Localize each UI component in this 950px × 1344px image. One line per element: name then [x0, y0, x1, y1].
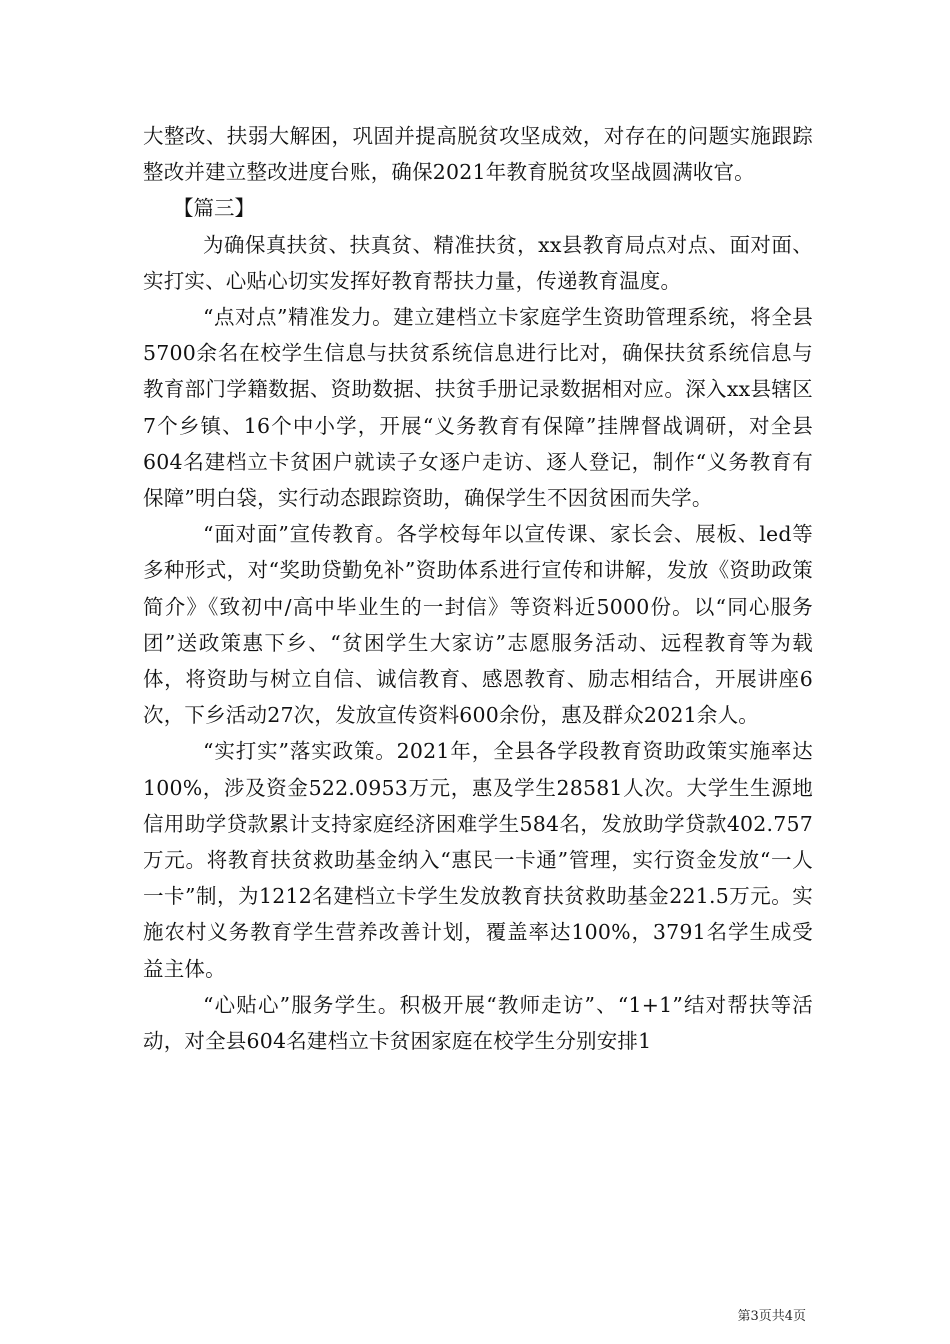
paragraph-intro: 为确保真扶贫、扶真贫、精准扶贫，xx县教育局点对点、面对面、实打实、心贴心切实发挥好教育帮扶力量，传递教育温度。 — [143, 232, 813, 293]
paragraph-heart-to-heart: “心贴心”服务学生。积极开展“教师走访”、“1+1”结对帮扶等活动，对全县604名建档立卡贫困家庭在校学生分别安排1 — [143, 992, 813, 1054]
paragraph-point-to-point: “点对点”精准发力。建立建档立卡家庭学生资助管理系统，将全县5700余名在校学生信息与扶贫系统信息进行比对，确保扶贫系统信息与教育部门学籍数据、资助数据、扶贫手册记录数据相对应。深入xx县辖区7个乡镇、16个中小学，开展“义务教育有保障”挂牌督战调研，对全县604名建档立卡贫困户就读子女逐户走访、逐人登记，制作“义务教育有保障”明白袋，实行动态跟踪资助，确保学生不因贫困而失学。 — [143, 305, 813, 511]
paragraph-continuation: 大整改、扶弱大解困，巩固并提高脱贫攻坚成效，对存在的问题实施跟踪整改并建立整改进度台账，确保2021年教育脱贫攻坚战圆满收官。 — [143, 124, 813, 185]
page-number: 第3页共4页 — [737, 1309, 806, 1324]
section-heading: 【篇三】 — [173, 196, 255, 221]
document-body — [143, 118, 813, 1059]
paragraph-face-to-face: “面对面”宣传教育。各学校每年以宣传课、家长会、展板、led等多种形式，对“奖助贷勤免补”资助体系进行宣传和讲解，发放《资助政策简介》《致初中/高中毕业生的一封信》等资料近5000份。以“同心服务团”送政策惠下乡、“贫困学生大家访”志愿服务活动、远程教育等为载体，将资助与树立自信、诚信教育、感恩教育、励志相结合，开展讲座6次，下乡活动27次，发放宣传资料600余份，惠及群众2021余人。 — [143, 522, 813, 728]
paragraph-solid-implementation: “实打实”落实政策。2021年，全县各学段教育资助政策实施率达100%，涉及资金522.0953万元，惠及学生28581人次。大学生生源地信用助学贷款累计支持家庭经济困难学生584名，发放助学贷款402.757万元。将教育扶贫救助基金纳入“惠民一卡通”管理，实行资金发放“一人一卡”制，为1212名建档立卡学生发放教育扶贫救助基金221.5万元。实施农村义务教育学生营养改善计划，覆盖率达100%，3791名学生成受益主体。 — [143, 739, 813, 981]
